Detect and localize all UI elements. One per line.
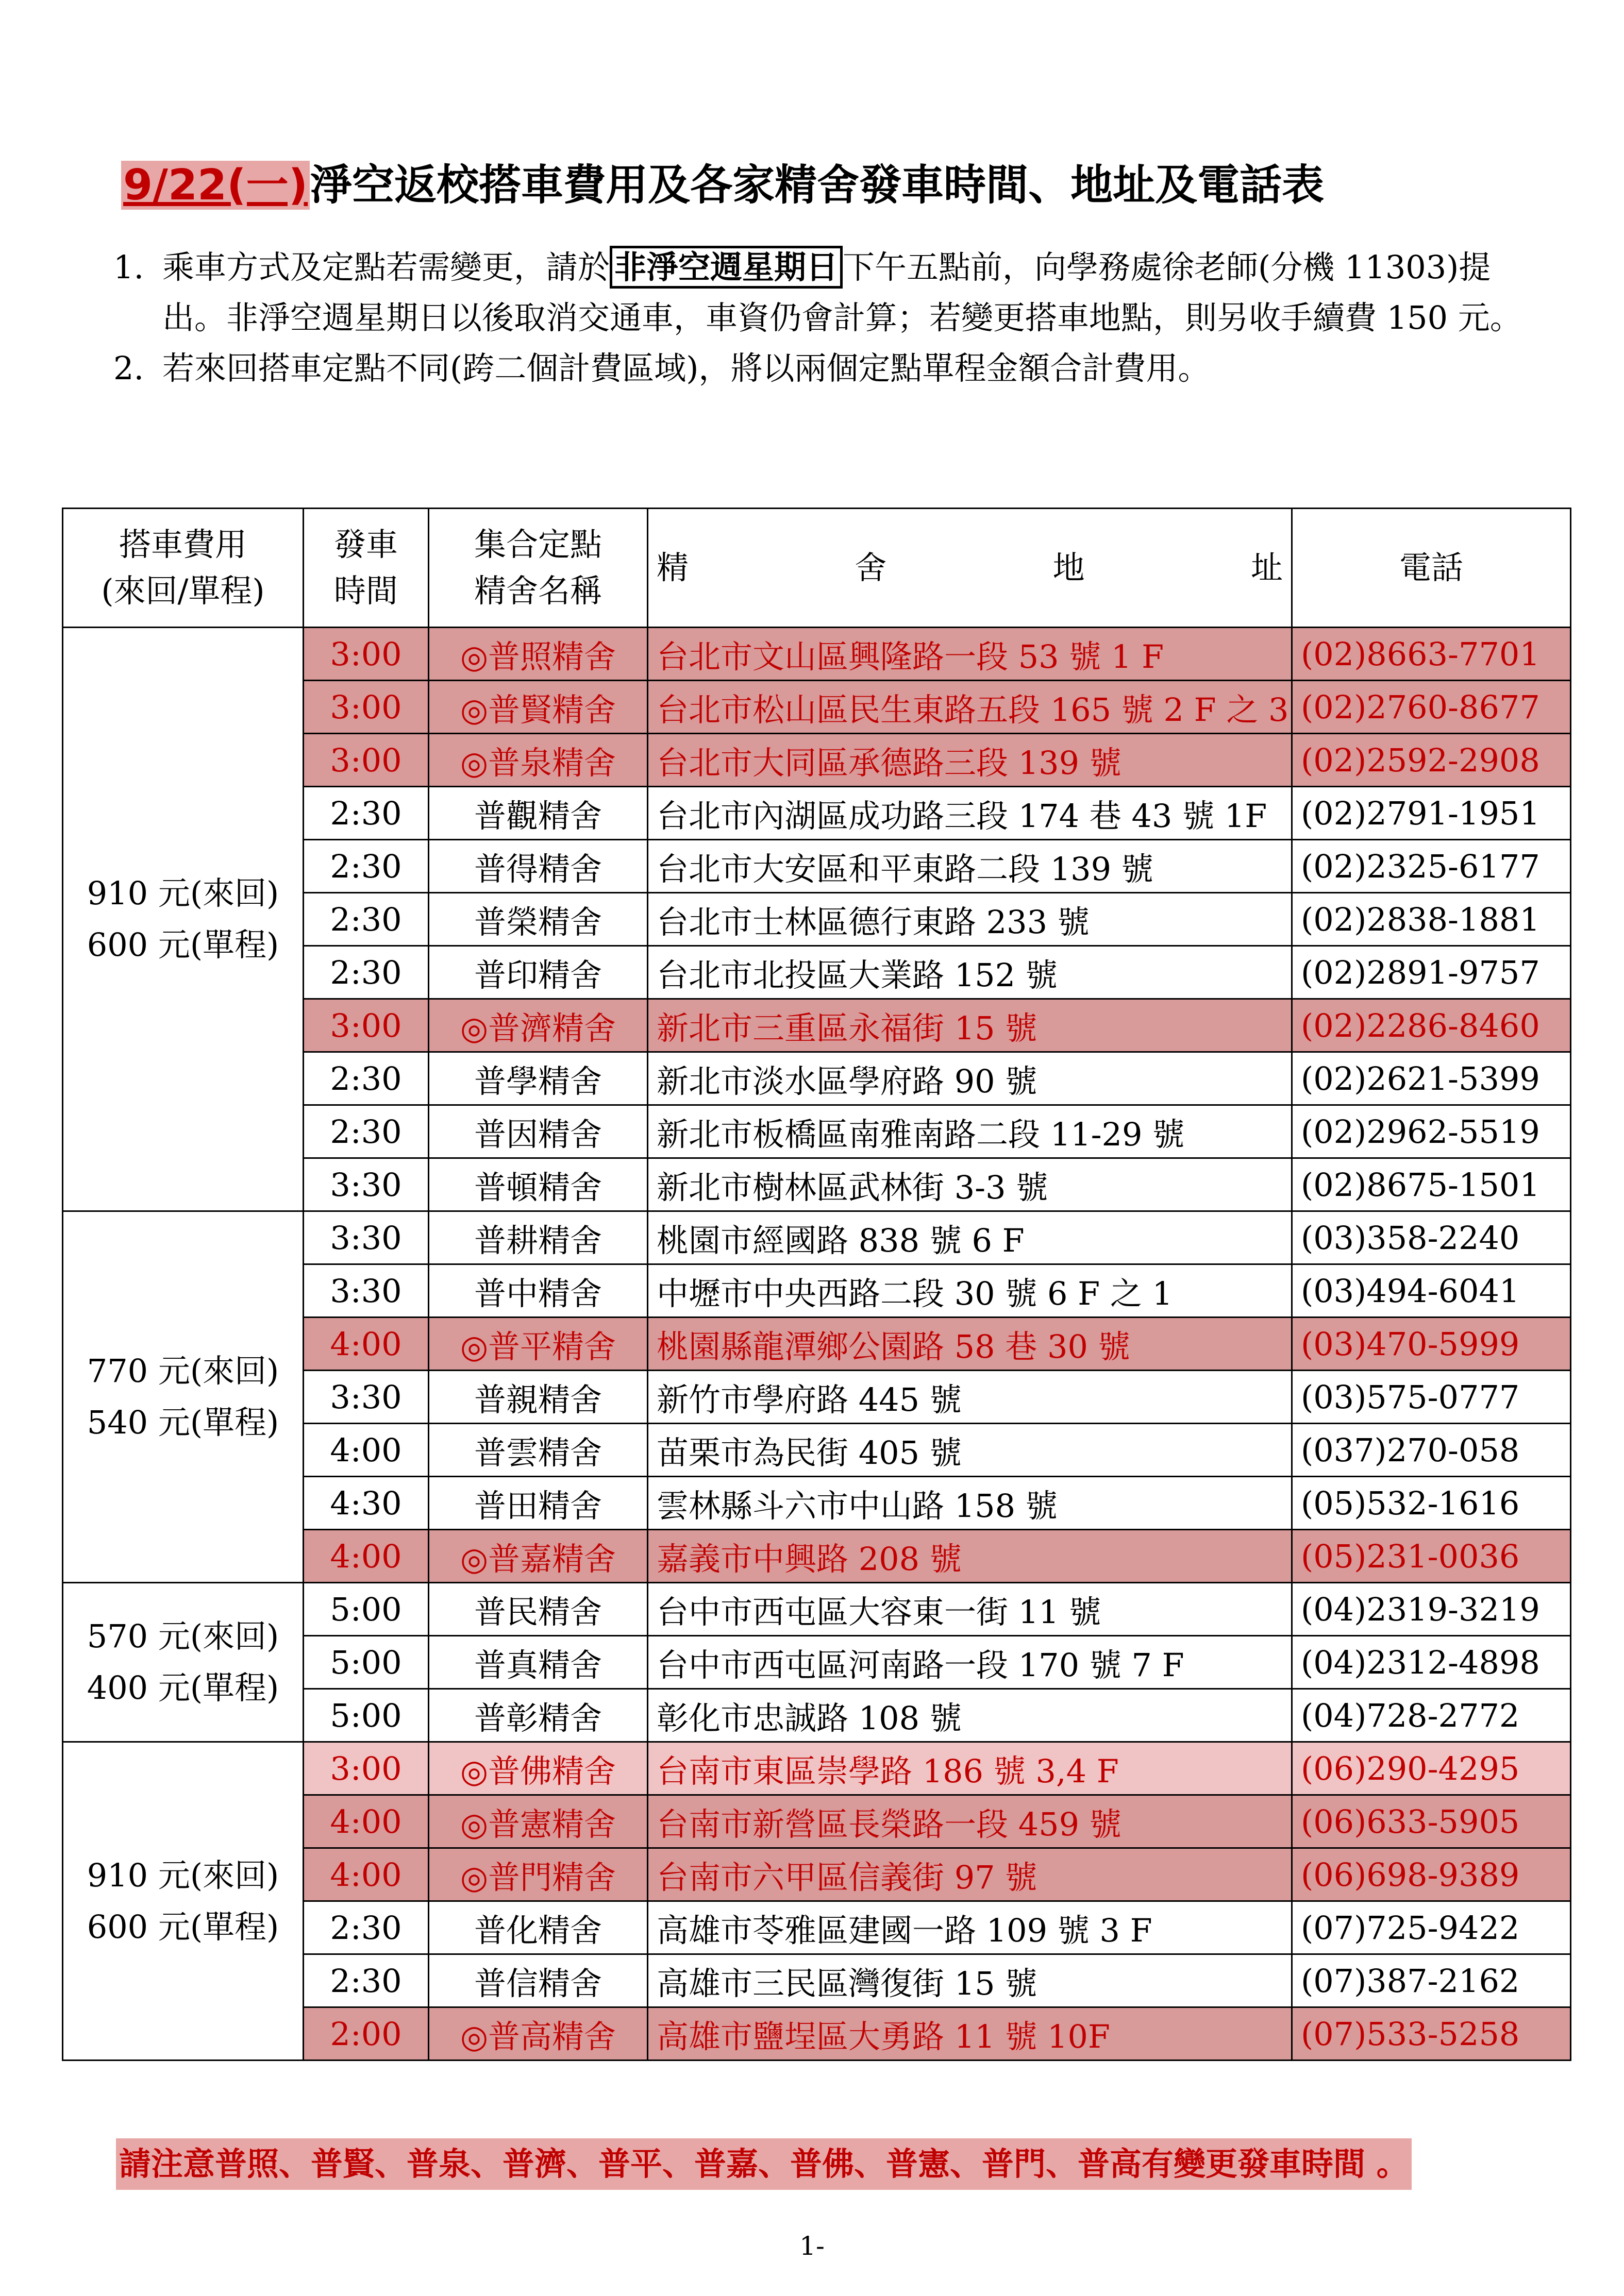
fare-table-body [63,628,1571,2061]
house-address: 台北市大同區承德路三段 139 號 [648,734,1292,787]
house-address: 中壢市中央西路二段 30 號 6 F 之 1 [648,1264,1292,1318]
house-address: 高雄市鹽埕區大勇路 11 號 10F [648,2007,1292,2061]
house-address: 台南市東區崇學路 186 號 3,4 F [648,1742,1292,1795]
note-item [113,242,1536,343]
house-name: 普耕精舍 [429,1211,648,1264]
house-name: ◎普平精舍 [429,1318,648,1371]
house-phone: (04)728-2772 [1292,1689,1571,1742]
header-fee-line2: (來回/單程) [101,572,265,610]
house-name: 普觀精舍 [429,787,648,840]
departure-time: 3:00 [304,999,429,1052]
house-address: 嘉義市中興路 208 號 [648,1530,1292,1583]
house-name: ◎普照精舍 [429,628,648,681]
house-phone: (02)2838-1881 [1292,893,1571,946]
footer-note: 請注意普照、普賢、普泉、普濟、普平、普嘉、普佛、普憲、普門、普高有變更發車時間 。 [116,2138,1412,2190]
house-name: ◎普賢精舍 [429,681,648,734]
house-name: 普民精舍 [429,1583,648,1636]
departure-time: 4:00 [304,1848,429,1901]
header-house [429,509,648,628]
note-text-after: 下午五點前，向學務處徐老師(分機 11303)提出。非淨空週星期日以後取消交通車，車資仍會計算；若變更搭車地點，則另收手續費 150 元。 [162,248,1522,336]
house-address: 台南市新營區長榮路一段 459 號 [648,1795,1292,1848]
house-name: 普雲精舍 [429,1424,648,1477]
fare-cell [63,1583,304,1742]
house-phone: (06)290-4295 [1292,1742,1571,1795]
house-address: 苗栗市為民街 405 號 [648,1424,1292,1477]
title-text: 淨空返校搭車費用及各家精舍發車時間、地址及電話表 [310,161,1325,210]
departure-time: 3:00 [304,628,429,681]
house-phone: (02)8675-1501 [1292,1158,1571,1211]
header-house-line2: 精舍名稱 [474,572,602,610]
house-phone: (02)2621-5399 [1292,1052,1571,1105]
fare-round-trip: 770 元(來回) [87,1352,279,1390]
header-address-label: 精 舍 地 址 [657,549,1283,586]
page-number: 1- [799,2231,825,2261]
house-phone: (02)2791-1951 [1292,787,1571,840]
house-phone: (02)2962-5519 [1292,1105,1571,1158]
departure-time: 4:00 [304,1318,429,1371]
departure-time: 3:30 [304,1264,429,1318]
house-name: 普化精舍 [429,1901,648,1954]
house-name: 普田精舍 [429,1477,648,1530]
house-name: 普得精舍 [429,840,648,893]
table-row [63,628,1571,681]
header-time-line1: 發車 [333,526,398,563]
house-address: 新竹市學府路 445 號 [648,1371,1292,1424]
header-time-line2: 時間 [333,572,398,610]
note-item [113,343,1536,394]
house-name: ◎普嘉精舍 [429,1530,648,1583]
house-phone: (04)2312-4898 [1292,1636,1571,1689]
house-name: 普因精舍 [429,1105,648,1158]
house-name: 普學精舍 [429,1052,648,1105]
house-address: 台北市北投區大業路 152 號 [648,946,1292,999]
house-phone: (02)2891-9757 [1292,946,1571,999]
house-phone: (02)2286-8460 [1292,999,1571,1052]
fare-one-way: 540 元(單程) [87,1404,279,1441]
departure-time: 3:00 [304,1742,429,1795]
table-row [63,1742,1571,1795]
house-name: ◎普高精舍 [429,2007,648,2061]
house-address: 台北市內湖區成功路三段 174 巷 43 號 1F [648,787,1292,840]
house-phone: (037)270-058 [1292,1424,1571,1477]
house-name: ◎普門精舍 [429,1848,648,1901]
departure-time: 2:30 [304,1901,429,1954]
house-phone: (02)2325-6177 [1292,840,1571,893]
title-date: 9/22(一) [121,161,310,210]
departure-time: 5:00 [304,1689,429,1742]
departure-time: 2:30 [304,1105,429,1158]
house-phone: (07)533-5258 [1292,2007,1571,2061]
table-row [63,1211,1571,1264]
notes-list [113,242,1536,394]
header-fee-line1: 搭車費用 [119,526,247,563]
house-name: ◎普濟精舍 [429,999,648,1052]
fare-round-trip: 910 元(來回) [87,1856,279,1894]
house-name: ◎普泉精舍 [429,734,648,787]
departure-time: 4:00 [304,1424,429,1477]
house-name: 普彰精舍 [429,1689,648,1742]
note-number: 2. [113,349,144,387]
house-address: 新北市淡水區學府路 90 號 [648,1052,1292,1105]
house-phone: (04)2319-3219 [1292,1583,1571,1636]
fare-one-way: 400 元(單程) [87,1669,279,1707]
fare-round-trip: 570 元(來回) [87,1617,279,1655]
departure-time: 2:30 [304,840,429,893]
departure-time: 5:00 [304,1636,429,1689]
house-address: 新北市三重區永福街 15 號 [648,999,1292,1052]
house-address: 台中市西屯區大容東一街 11 號 [648,1583,1292,1636]
house-phone: (06)633-5905 [1292,1795,1571,1848]
header-fee [63,509,304,628]
house-phone: (05)532-1616 [1292,1477,1571,1530]
house-phone: (02)8663-7701 [1292,628,1571,681]
house-address: 台中市西屯區河南路一段 170 號 7 F [648,1636,1292,1689]
departure-time: 2:30 [304,1052,429,1105]
house-phone: (07)387-2162 [1292,1954,1571,2007]
fare-one-way: 600 元(單程) [87,1907,279,1946]
house-address: 雲林縣斗六市中山路 158 號 [648,1477,1292,1530]
header-phone: 電話 [1292,509,1571,628]
page-title [121,149,1324,222]
departure-time: 3:30 [304,1211,429,1264]
departure-time: 4:00 [304,1530,429,1583]
house-name: ◎普佛精舍 [429,1742,648,1795]
departure-time: 2:30 [304,946,429,999]
fare-cell [63,1211,304,1583]
fare-one-way: 600 元(單程) [87,926,279,964]
table-header-row [63,509,1571,628]
departure-time: 3:00 [304,681,429,734]
house-phone: (06)698-9389 [1292,1848,1571,1901]
house-phone: (03)470-5999 [1292,1318,1571,1371]
house-address: 桃園市經國路 838 號 6 F [648,1211,1292,1264]
house-address: 台北市文山區興隆路一段 53 號 1 F [648,628,1292,681]
departure-time: 2:30 [304,787,429,840]
note-boxed-text: 非淨空週星期日 [610,246,843,289]
departure-time: 2:30 [304,1954,429,2007]
departure-time: 3:30 [304,1371,429,1424]
house-phone: (03)358-2240 [1292,1211,1571,1264]
departure-time: 4:00 [304,1795,429,1848]
house-address: 彰化市忠誠路 108 號 [648,1689,1292,1742]
house-name: 普印精舍 [429,946,648,999]
fare-cell [63,1742,304,2061]
house-address: 台北市大安區和平東路二段 139 號 [648,840,1292,893]
house-address: 桃園縣龍潭鄉公園路 58 巷 30 號 [648,1318,1292,1371]
departure-time: 2:00 [304,2007,429,2061]
header-house-line1: 集合定點 [474,526,602,563]
note-text-before: 乘車方式及定點若需變更，請於 [162,248,610,286]
note-text: 若來回搭車定點不同(跨二個計費區域)，將以兩個定點單程金額合計費用。 [162,349,1210,387]
house-phone: (02)2592-2908 [1292,734,1571,787]
departure-time: 3:30 [304,1158,429,1211]
house-address: 台北市士林區德行東路 233 號 [648,893,1292,946]
departure-time: 3:00 [304,734,429,787]
note-text [162,242,1536,343]
house-address: 新北市板橋區南雅南路二段 11-29 號 [648,1105,1292,1158]
house-address: 台北市松山區民生東路五段 165 號 2 F 之 3 [648,681,1292,734]
house-phone: (05)231-0036 [1292,1530,1571,1583]
fare-cell [63,628,304,1211]
house-name: 普親精舍 [429,1371,648,1424]
departure-time: 2:30 [304,893,429,946]
house-phone: (07)725-9422 [1292,1901,1571,1954]
fare-round-trip: 910 元(來回) [87,874,279,912]
house-name: 普真精舍 [429,1636,648,1689]
departure-time: 5:00 [304,1583,429,1636]
departure-time: 4:30 [304,1477,429,1530]
note-number: 1. [113,248,144,286]
house-phone: (03)494-6041 [1292,1264,1571,1318]
house-address: 新北市樹林區武林街 3-3 號 [648,1158,1292,1211]
house-address: 台南市六甲區信義街 97 號 [648,1848,1292,1901]
house-address: 高雄市三民區灣復街 15 號 [648,1954,1292,2007]
house-name: 普頓精舍 [429,1158,648,1211]
house-phone: (02)2760-8677 [1292,681,1571,734]
house-name: 普榮精舍 [429,893,648,946]
header-address [648,509,1292,628]
house-name: 普中精舍 [429,1264,648,1318]
house-phone: (03)575-0777 [1292,1371,1571,1424]
table-row [63,1583,1571,1636]
header-time [304,509,429,628]
house-address: 高雄市苓雅區建國一路 109 號 3 F [648,1901,1292,1954]
house-name: ◎普憲精舍 [429,1795,648,1848]
fare-table [62,508,1571,2061]
house-name: 普信精舍 [429,1954,648,2007]
